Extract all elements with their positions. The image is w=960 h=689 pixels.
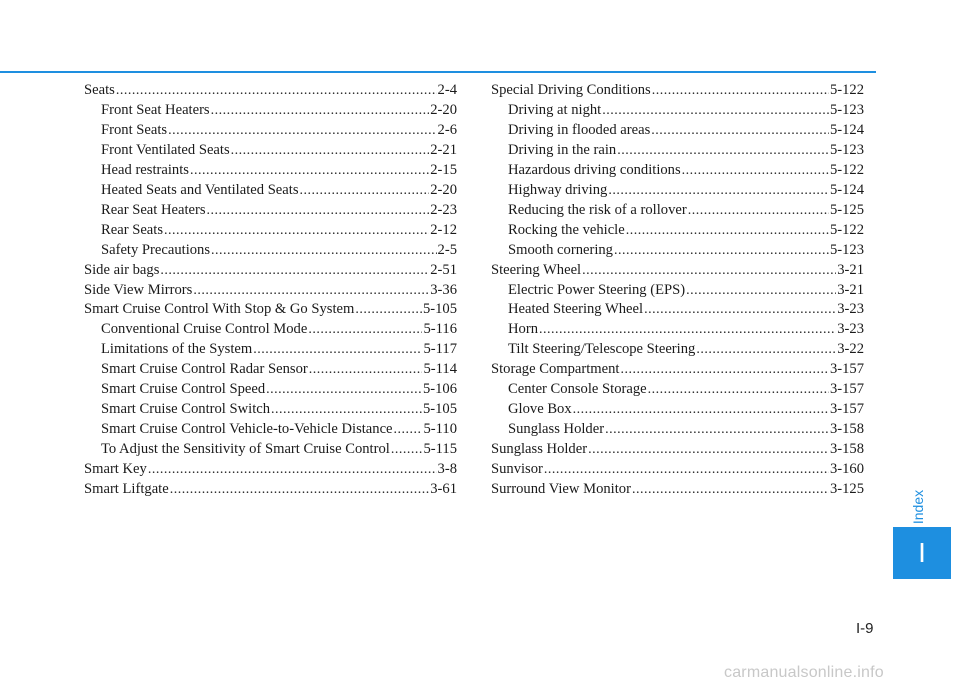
index-entry[interactable] [491, 81, 864, 101]
dot-leader [160, 261, 429, 281]
index-term: Driving in flooded areas [508, 121, 651, 138]
dot-leader [309, 360, 423, 380]
index-page-ref: 3-21 [837, 281, 864, 298]
index-page-ref: 5-123 [829, 241, 864, 258]
index-subentry[interactable] [491, 181, 864, 201]
dot-leader [644, 300, 836, 320]
index-letter-tab[interactable] [893, 527, 951, 579]
index-term: Front Ventilated Seats [101, 141, 230, 158]
index-page-ref: 3-157 [829, 401, 864, 418]
index-entry[interactable] [84, 261, 457, 281]
index-page-ref: 3-158 [829, 441, 864, 458]
index-page-ref: 5-114 [423, 361, 457, 378]
index-subentry[interactable] [491, 221, 864, 241]
index-entry[interactable] [491, 360, 864, 380]
index-term: Smart Cruise Control Speed [101, 381, 266, 398]
dot-leader [193, 281, 429, 301]
dot-leader [164, 221, 429, 241]
index-term: Side View Mirrors [84, 281, 193, 298]
index-page-ref: 2-6 [437, 121, 457, 138]
index-entry[interactable] [84, 460, 457, 480]
dot-leader [614, 241, 829, 261]
index-term: Center Console Storage [508, 381, 647, 398]
index-page-ref: 3-61 [430, 481, 457, 498]
index-subentry[interactable] [491, 420, 864, 440]
index-page-ref: 5-122 [829, 82, 864, 98]
dot-leader [266, 380, 422, 400]
dot-leader [271, 400, 422, 420]
dot-leader [539, 320, 836, 340]
index-page-ref: 2-4 [437, 82, 457, 98]
index-term: Limitations of the System [101, 341, 253, 358]
dot-leader [682, 161, 829, 181]
index-subentry[interactable] [84, 380, 457, 400]
index-term: Rocking the vehicle [508, 221, 625, 238]
index-subentry[interactable] [84, 420, 457, 440]
index-page-ref: 2-51 [430, 261, 457, 278]
index-page-ref: 5-123 [829, 101, 864, 118]
dot-leader [394, 420, 423, 440]
dot-leader [626, 221, 829, 241]
index-term: Smart Cruise Control With Stop & Go System [84, 301, 355, 318]
dot-leader [652, 81, 829, 101]
index-term: Sunglass Holder [491, 441, 588, 458]
dot-leader [696, 340, 836, 360]
index-subentry[interactable] [84, 340, 457, 360]
dot-leader [170, 480, 430, 500]
index-subentry[interactable] [84, 400, 457, 420]
index-subentry[interactable] [84, 121, 457, 141]
index-subentry[interactable] [491, 241, 864, 261]
index-entry[interactable] [84, 81, 457, 101]
index-page-ref: 3-23 [837, 321, 864, 338]
dot-leader [620, 360, 828, 380]
index-page-ref: 3-158 [829, 421, 864, 438]
dot-leader [602, 101, 829, 121]
index-page-ref: 3-8 [437, 461, 457, 478]
dot-leader [582, 261, 836, 281]
index-term: Heated Steering Wheel [508, 301, 644, 318]
index-term: Highway driving [508, 181, 608, 198]
index-term: To Adjust the Sensitivity of Smart Cruise Control [101, 441, 390, 458]
index-entry[interactable] [491, 460, 864, 480]
index-term: Smart Cruise Control Radar Sensor [101, 361, 308, 378]
index-subentry[interactable] [491, 380, 864, 400]
index-term: Rear Seat Heaters [101, 201, 206, 218]
index-term: Smart Liftgate [84, 481, 169, 498]
index-column-left [84, 81, 457, 500]
index-page-ref: 5-124 [829, 121, 864, 138]
index-term: Smart Cruise Control Switch [101, 401, 271, 418]
index-subentry[interactable] [491, 121, 864, 141]
dot-leader [116, 81, 437, 101]
index-page-ref: 5-122 [829, 161, 864, 178]
index-subentry[interactable] [491, 320, 864, 340]
index-subentry[interactable] [491, 161, 864, 181]
index-term: Steering Wheel [491, 261, 582, 278]
index-page-ref: 5-122 [829, 221, 864, 238]
index-section-label: Index [910, 489, 926, 525]
index-subentry[interactable] [84, 440, 457, 460]
index-page-ref: 3-22 [837, 341, 864, 358]
index-column-right [491, 81, 864, 500]
index-term: Glove Box [508, 401, 572, 418]
index-term: Smart Key [84, 461, 147, 478]
index-term: Rear Seats [101, 221, 164, 238]
dot-leader [207, 201, 430, 221]
page-number: I-9 [856, 620, 874, 637]
index-page-ref: 2-21 [430, 141, 457, 158]
index-term: Hazardous driving conditions [508, 161, 681, 178]
index-term: Driving at night [508, 101, 602, 118]
index-subentry[interactable] [491, 300, 864, 320]
index-letter: I [918, 537, 926, 568]
dot-leader [608, 181, 829, 201]
index-term: Head restraints [101, 161, 189, 178]
index-entry[interactable] [491, 440, 864, 460]
dot-leader [648, 380, 829, 400]
index-page-ref: 5-115 [423, 441, 457, 458]
dot-leader [253, 340, 422, 360]
dot-leader [688, 201, 829, 221]
dot-leader [300, 181, 430, 201]
index-page-ref: 5-116 [423, 321, 457, 338]
index-term: Front Seats [101, 121, 168, 138]
dot-leader [588, 440, 829, 460]
index-entry[interactable] [84, 281, 457, 301]
dot-leader [308, 320, 422, 340]
index-subentry[interactable] [84, 201, 457, 221]
dot-leader [617, 141, 829, 161]
index-page-ref: 3-157 [829, 361, 864, 378]
index-subentry[interactable] [491, 281, 864, 301]
index-page-ref: 3-36 [430, 281, 457, 298]
index-term: Heated Seats and Ventilated Seats [101, 181, 299, 198]
index-page-ref: 2-5 [437, 241, 457, 258]
index-page-ref: 5-106 [422, 381, 457, 398]
index-subentry[interactable] [491, 201, 864, 221]
dot-leader [544, 460, 829, 480]
dot-leader [148, 460, 437, 480]
index-term: Special Driving Conditions [491, 82, 651, 98]
index-page-ref: 3-157 [829, 381, 864, 398]
index-entry[interactable] [84, 480, 457, 500]
index-term: Smart Cruise Control Vehicle-to-Vehicle Distance [101, 421, 393, 438]
index-subentry[interactable] [84, 141, 457, 161]
dot-leader [355, 300, 422, 320]
index-term: Conventional Cruise Control Mode [101, 321, 308, 338]
index-subentry[interactable] [84, 101, 457, 121]
dot-leader [632, 480, 829, 500]
dot-leader [605, 420, 829, 440]
index-term: Front Seat Heaters [101, 101, 210, 118]
dot-leader [651, 121, 829, 141]
index-subentry[interactable] [84, 241, 457, 261]
index-page-ref: 3-23 [837, 301, 864, 318]
index-page-ref: 5-124 [829, 181, 864, 198]
index-page-ref: 2-20 [430, 101, 457, 118]
header-rule [0, 71, 876, 73]
dot-leader [211, 101, 430, 121]
index-subentry[interactable] [491, 141, 864, 161]
index-page-ref: 2-20 [430, 181, 457, 198]
index-entry[interactable] [491, 480, 864, 500]
index-page-ref: 5-117 [423, 341, 457, 358]
index-page-ref: 5-110 [423, 421, 457, 438]
index-page-ref: 2-23 [430, 201, 457, 218]
dot-leader [686, 281, 836, 301]
index-term: Sunvisor [491, 461, 543, 478]
index-subentry[interactable] [84, 360, 457, 380]
index-page-ref: 2-15 [430, 161, 457, 178]
index-page-ref: 5-123 [829, 141, 864, 158]
watermark-text: carmanualsonline.info [724, 664, 884, 681]
index-page-ref: 5-105 [422, 301, 457, 318]
index-subentry[interactable] [491, 400, 864, 420]
index-term: Seats [84, 82, 115, 98]
index-page-ref: 3-125 [829, 481, 864, 498]
index-term: Electric Power Steering (EPS) [508, 281, 686, 298]
dot-leader [391, 440, 423, 460]
index-page-ref: 5-125 [829, 201, 864, 218]
index-subentry[interactable] [84, 320, 457, 340]
index-subentry[interactable] [491, 101, 864, 121]
index-term: Surround View Monitor [491, 481, 631, 498]
index-entry[interactable] [491, 261, 864, 281]
index-page-ref: 3-160 [829, 461, 864, 478]
index-term: Side air bags [84, 261, 160, 278]
index-term: Smooth cornering [508, 241, 613, 258]
index-term: Storage Compartment [491, 361, 620, 378]
index-subentry[interactable] [491, 340, 864, 360]
index-subentry[interactable] [84, 161, 457, 181]
index-term: Sunglass Holder [508, 421, 605, 438]
index-term: Tilt Steering/Telescope Steering [508, 341, 696, 358]
index-subentry[interactable] [84, 221, 457, 241]
index-term: Safety Precautions [101, 241, 211, 258]
dot-leader [168, 121, 436, 141]
dot-leader [573, 400, 829, 420]
index-term: Reducing the risk of a rollover [508, 201, 687, 218]
dot-leader [190, 161, 429, 181]
dot-leader [211, 241, 437, 261]
index-subentry[interactable] [84, 181, 457, 201]
index-page-ref: 5-105 [422, 401, 457, 418]
index-term: Driving in the rain [508, 141, 617, 158]
index-page-ref: 2-12 [430, 221, 457, 238]
index-page-ref: 3-21 [837, 261, 864, 278]
index-term: Horn [508, 321, 538, 338]
dot-leader [231, 141, 430, 161]
index-entry[interactable] [84, 300, 457, 320]
